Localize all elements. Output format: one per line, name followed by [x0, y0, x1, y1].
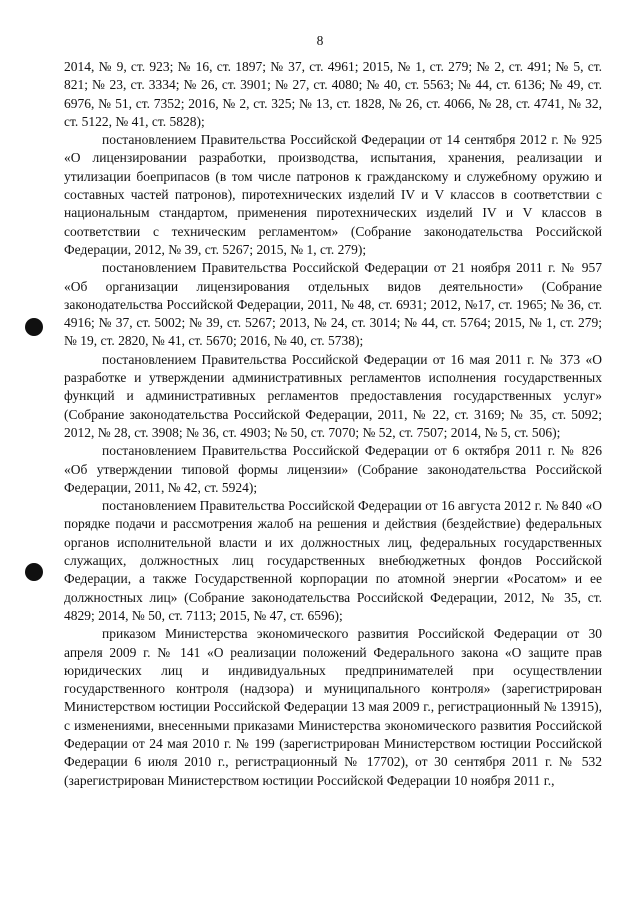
paragraph-resolution-840: постановлением Правительства Российской Федерации от 16 августа 2012 г. № 840 «О порядке подачи и рассмотрения жалоб на решения и действия (бездействие) федеральных органов исполнительной власти и их должностных лиц, федеральных государственных служащих, должностных лиц государственных внебюджетных фондов Российской Федерации, а также Государственной корпорации по атомной энергии «Росатом» и ее должностных лиц» (Собрание законодательства Российской Федерации, 2012, № 35, ст. 4829; 2014, № 50, ст. 7113; 2015, № 47, ст. 6596);	[64, 498, 602, 623]
page-number: 8	[316, 33, 324, 48]
document-body	[64, 58, 602, 790]
paragraph-resolution-373: постановлением Правительства Российской Федерации от 16 мая 2011 г. № 373 «О разработке и утверждении административных регламентов исполнения государственных функций и административных регламентов предоставления государственных услуг» (Собрание законодательства Российской Федерации, 2011, № 22, ст. 3169; № 35, ст. 5092; 2012, № 28, ст. 3908; № 36, ст. 4903; № 50, ст. 7070; № 52, ст. 7507; 2014, № 5, ст. 506);	[64, 351, 602, 440]
paragraph-resolution-826: постановлением Правительства Российской Федерации от 6 октября 2011 г. № 826 «Об утверждении типовой формы лицензии» (Собрание законодательства Российской Федерации, 2011, № 42, ст. 5924);	[64, 443, 602, 495]
paragraph-resolution-957: постановлением Правительства Российской Федерации от 21 ноября 2011 г. № 957 «Об организации лицензирования отдельных видов деятельности» (Собрание законодательства Российской Федерации, 2011, № 48, ст. 6931; 2012, №17, ст. 1965; № 36, ст. 4916; № 37, ст. 5002; № 39, ст. 5267; 2013, № 24, ст. 3014; № 44, ст. 5764; 2015, № 1, ст. 279; № 19, ст. 2820, № 41, ст. 5670; 2016, № 40, ст. 5738);	[64, 260, 602, 349]
paragraph-continuation: 2014, № 9, ст. 923; № 16, ст. 1897; № 37, ст. 4961; 2015, № 1, ст. 279; № 2, ст. 491; № 5, ст. 821; № 23, ст. 3334; № 26, ст. 3901; № 27, ст. 4080; № 40, ст. 5563; № 44, ст. 6136; № 49, ст. 6976, № 51, ст. 7352; 2016, № 2, ст. 325; № 13, ст. 1828, № 26, ст. 4066, № 28, ст. 4741, № 32, ст. 5122, № 41, ст. 5828);	[64, 59, 602, 129]
punch-hole-mark	[25, 318, 43, 336]
punch-hole-mark	[25, 563, 43, 581]
paragraph-order-141: приказом Министерства экономического развития Российской Федерации от 30 апреля 2009 г. № 141 «О реализации положений Федерального закона «О защите прав юридических лиц и индивидуальных предпринимателей при осуществлении государственного контроля (надзора) и муниципального контроля» (зарегистрирован Министерством юстиции Российской Федерации 13 мая 2009 г., регистрационный № 13915), с изменениями, внесенными приказами Министерства экономического развития Российской Федерации от 24 мая 2010 г. № 199 (зарегистрирован Министерством юстиции Российской Федерации 6 июля 2010 г., регистрационный № 17702), от 30 сентября 2011 г. № 532 (зарегистрирован Министерством юстиции Российской Федерации 10 ноября 2011 г.,	[64, 626, 602, 788]
paragraph-resolution-925: постановлением Правительства Российской Федерации от 14 сентября 2012 г. № 925 «О лицензировании разработки, производства, испытания, хранения, реализации и утилизации боеприпасов (в том числе патронов к гражданскому и служебному оружию и составных частей патронов), пиротехнических изделий IV и V классов в соответствии с национальным стандартом, применения пиротехнических изделий IV и V классов в соответствии с техническим регламентом» (Собрание законодательства Российской Федерации, 2012, № 39, ст. 5267; 2015, № 1, ст. 279);	[64, 132, 603, 257]
